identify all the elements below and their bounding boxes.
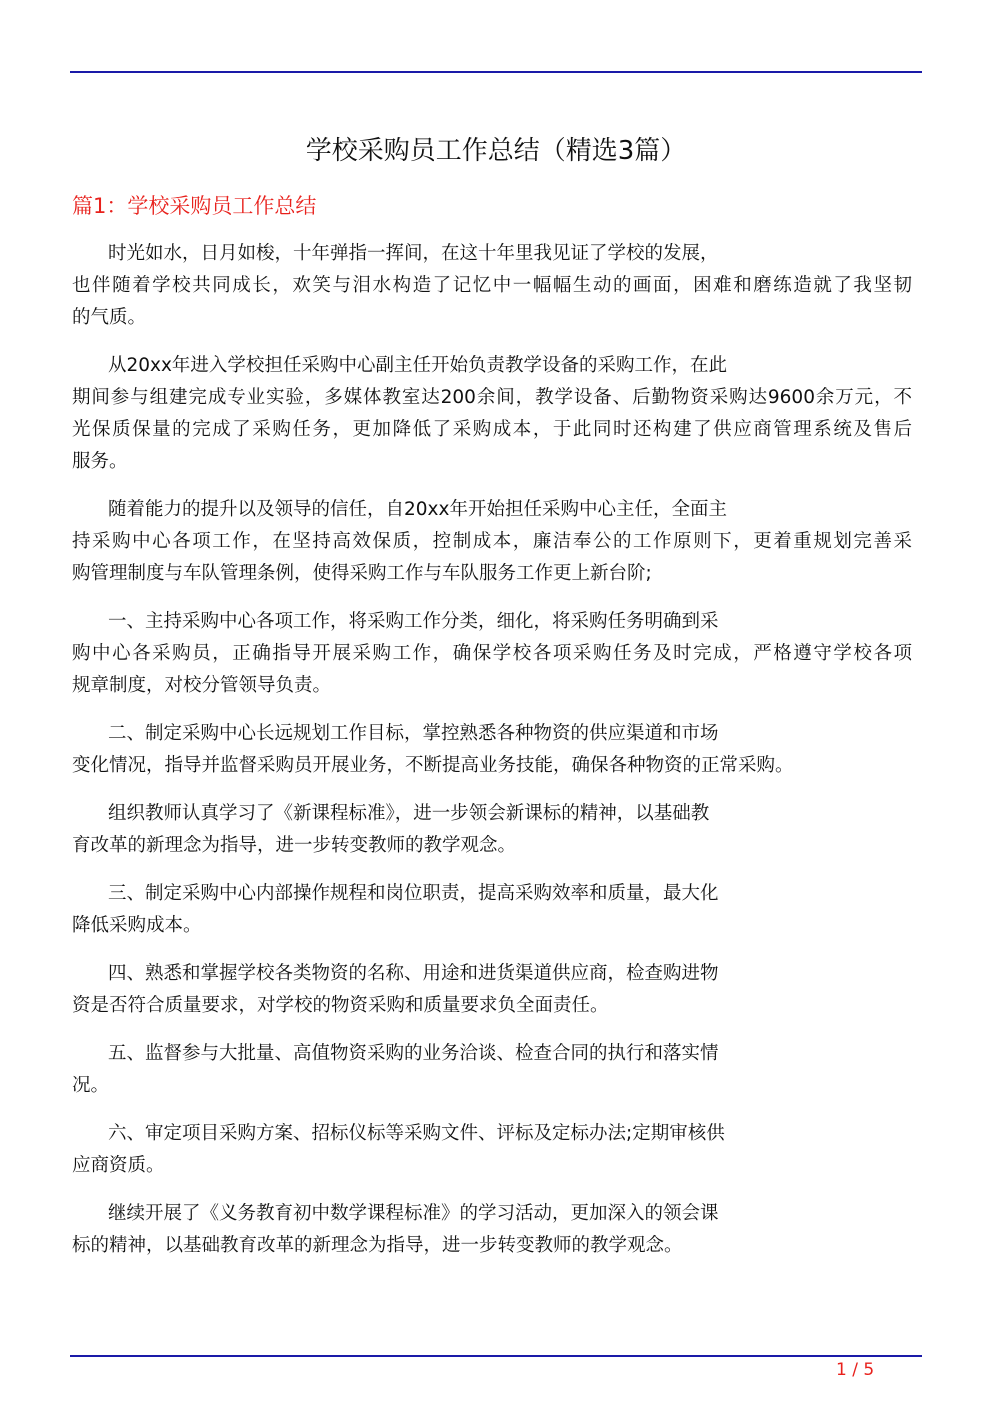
paragraph-line: 随着能力的提升以及领导的信任，自20xx年开始担任采购中心主任，全面主 xyxy=(108,499,727,520)
paragraph-line: 育改革的新理念为指导，进一步转变教师的教学观念。 xyxy=(72,835,517,856)
paragraph xyxy=(72,350,912,478)
paragraph xyxy=(72,958,912,1022)
paragraph-line: 购管理制度与车队管理条例，使得采购工作与车队服务工作更上新台阶; xyxy=(72,563,652,584)
paragraph-line: 组织教师认真学习了《新课程标准》，进一步领会新课标的精神，以基础教 xyxy=(108,803,710,824)
paragraph-line: 资是否符合质量要求，对学校的物资采购和质量要求负全面责任。 xyxy=(72,995,609,1016)
paragraph-line: 四、熟悉和掌握学校各类物资的名称、用途和进货渠道供应商，检查购进物 xyxy=(108,963,719,984)
paragraph-line: 光保质保量的完成了采购任务，更加降低了采购成本，于此同时还构建了供应商管理系统及售后 xyxy=(72,419,912,440)
paragraph-line: 二、制定采购中心长远规划工作目标，掌控熟悉各种物资的供应渠道和市场 xyxy=(108,723,719,744)
paragraph xyxy=(72,1198,912,1262)
paragraph-line: 一、主持采购中心各项工作，将采购工作分类，细化，将采购任务明确到采 xyxy=(108,611,719,632)
paragraph xyxy=(72,238,912,334)
footer-rule xyxy=(70,1355,922,1357)
paragraph-line: 持采购中心各项工作，在坚持高效保质，控制成本，廉洁奉公的工作原则下，更着重规划完善采 xyxy=(72,531,912,552)
paragraph-line: 规章制度，对校分管领导负责。 xyxy=(72,675,332,696)
paragraph-line: 五、监督参与大批量、高值物资采购的业务洽谈、检查合同的执行和落实情 xyxy=(108,1043,719,1064)
paragraph-line: 况。 xyxy=(72,1075,110,1096)
paragraph xyxy=(72,606,912,702)
paragraph-line: 从20xx年进入学校担任采购中心副主任开始负责教学设备的采购工作，在此 xyxy=(108,355,727,376)
section-heading: 篇1：学校采购员工作总结 xyxy=(72,194,317,218)
paragraph xyxy=(72,798,912,862)
document-title: 学校采购员工作总结（精选3篇） xyxy=(305,136,687,166)
paragraph-line: 服务。 xyxy=(72,451,128,472)
paragraph-line: 标的精神，以基础教育改革的新理念为指导，进一步转变教师的教学观念。 xyxy=(72,1235,683,1256)
paragraph-line: 变化情况，指导并监督采购员开展业务，不断提高业务技能，确保各种物资的正常采购。 xyxy=(72,755,794,776)
paragraph xyxy=(72,718,912,782)
paragraph-line: 三、制定采购中心内部操作规程和岗位职责，提高采购效率和质量，最大化 xyxy=(108,883,719,904)
paragraph-line: 时光如水，日月如梭，十年弹指一挥间，在这十年里我见证了学校的发展， xyxy=(108,243,719,264)
paragraph-line: 购中心各采购员，正确指导开展采购工作，确保学校各项采购任务及时完成，严格遵守学校各项 xyxy=(72,643,912,664)
paragraph xyxy=(72,494,912,590)
header-rule xyxy=(70,71,922,73)
page-number: 1 / 5 xyxy=(836,1360,875,1380)
document-body xyxy=(72,238,912,1278)
paragraph-line: 降低采购成本。 xyxy=(72,915,202,936)
paragraph xyxy=(72,878,912,942)
paragraph-line: 期间参与组建完成专业实验，多媒体教室达200余间，教学设备、后勤物资采购达9600余万元，不 xyxy=(72,387,912,408)
paragraph-line: 应商资质。 xyxy=(72,1155,165,1176)
paragraph-line: 也伴随着学校共同成长，欢笑与泪水构造了记忆中一幅幅生动的画面，困难和磨练造就了我坚韧 xyxy=(72,275,912,296)
paragraph-line: 的气质。 xyxy=(72,307,147,328)
paragraph-line: 继续开展了《义务教育初中数学课程标准》的学习活动，更加深入的领会课 xyxy=(108,1203,719,1224)
paragraph xyxy=(72,1038,912,1102)
paragraph-line: 六、审定项目采购方案、招标仪标等采购文件、评标及定标办法;定期审核供 xyxy=(108,1123,725,1144)
paragraph xyxy=(72,1118,912,1182)
